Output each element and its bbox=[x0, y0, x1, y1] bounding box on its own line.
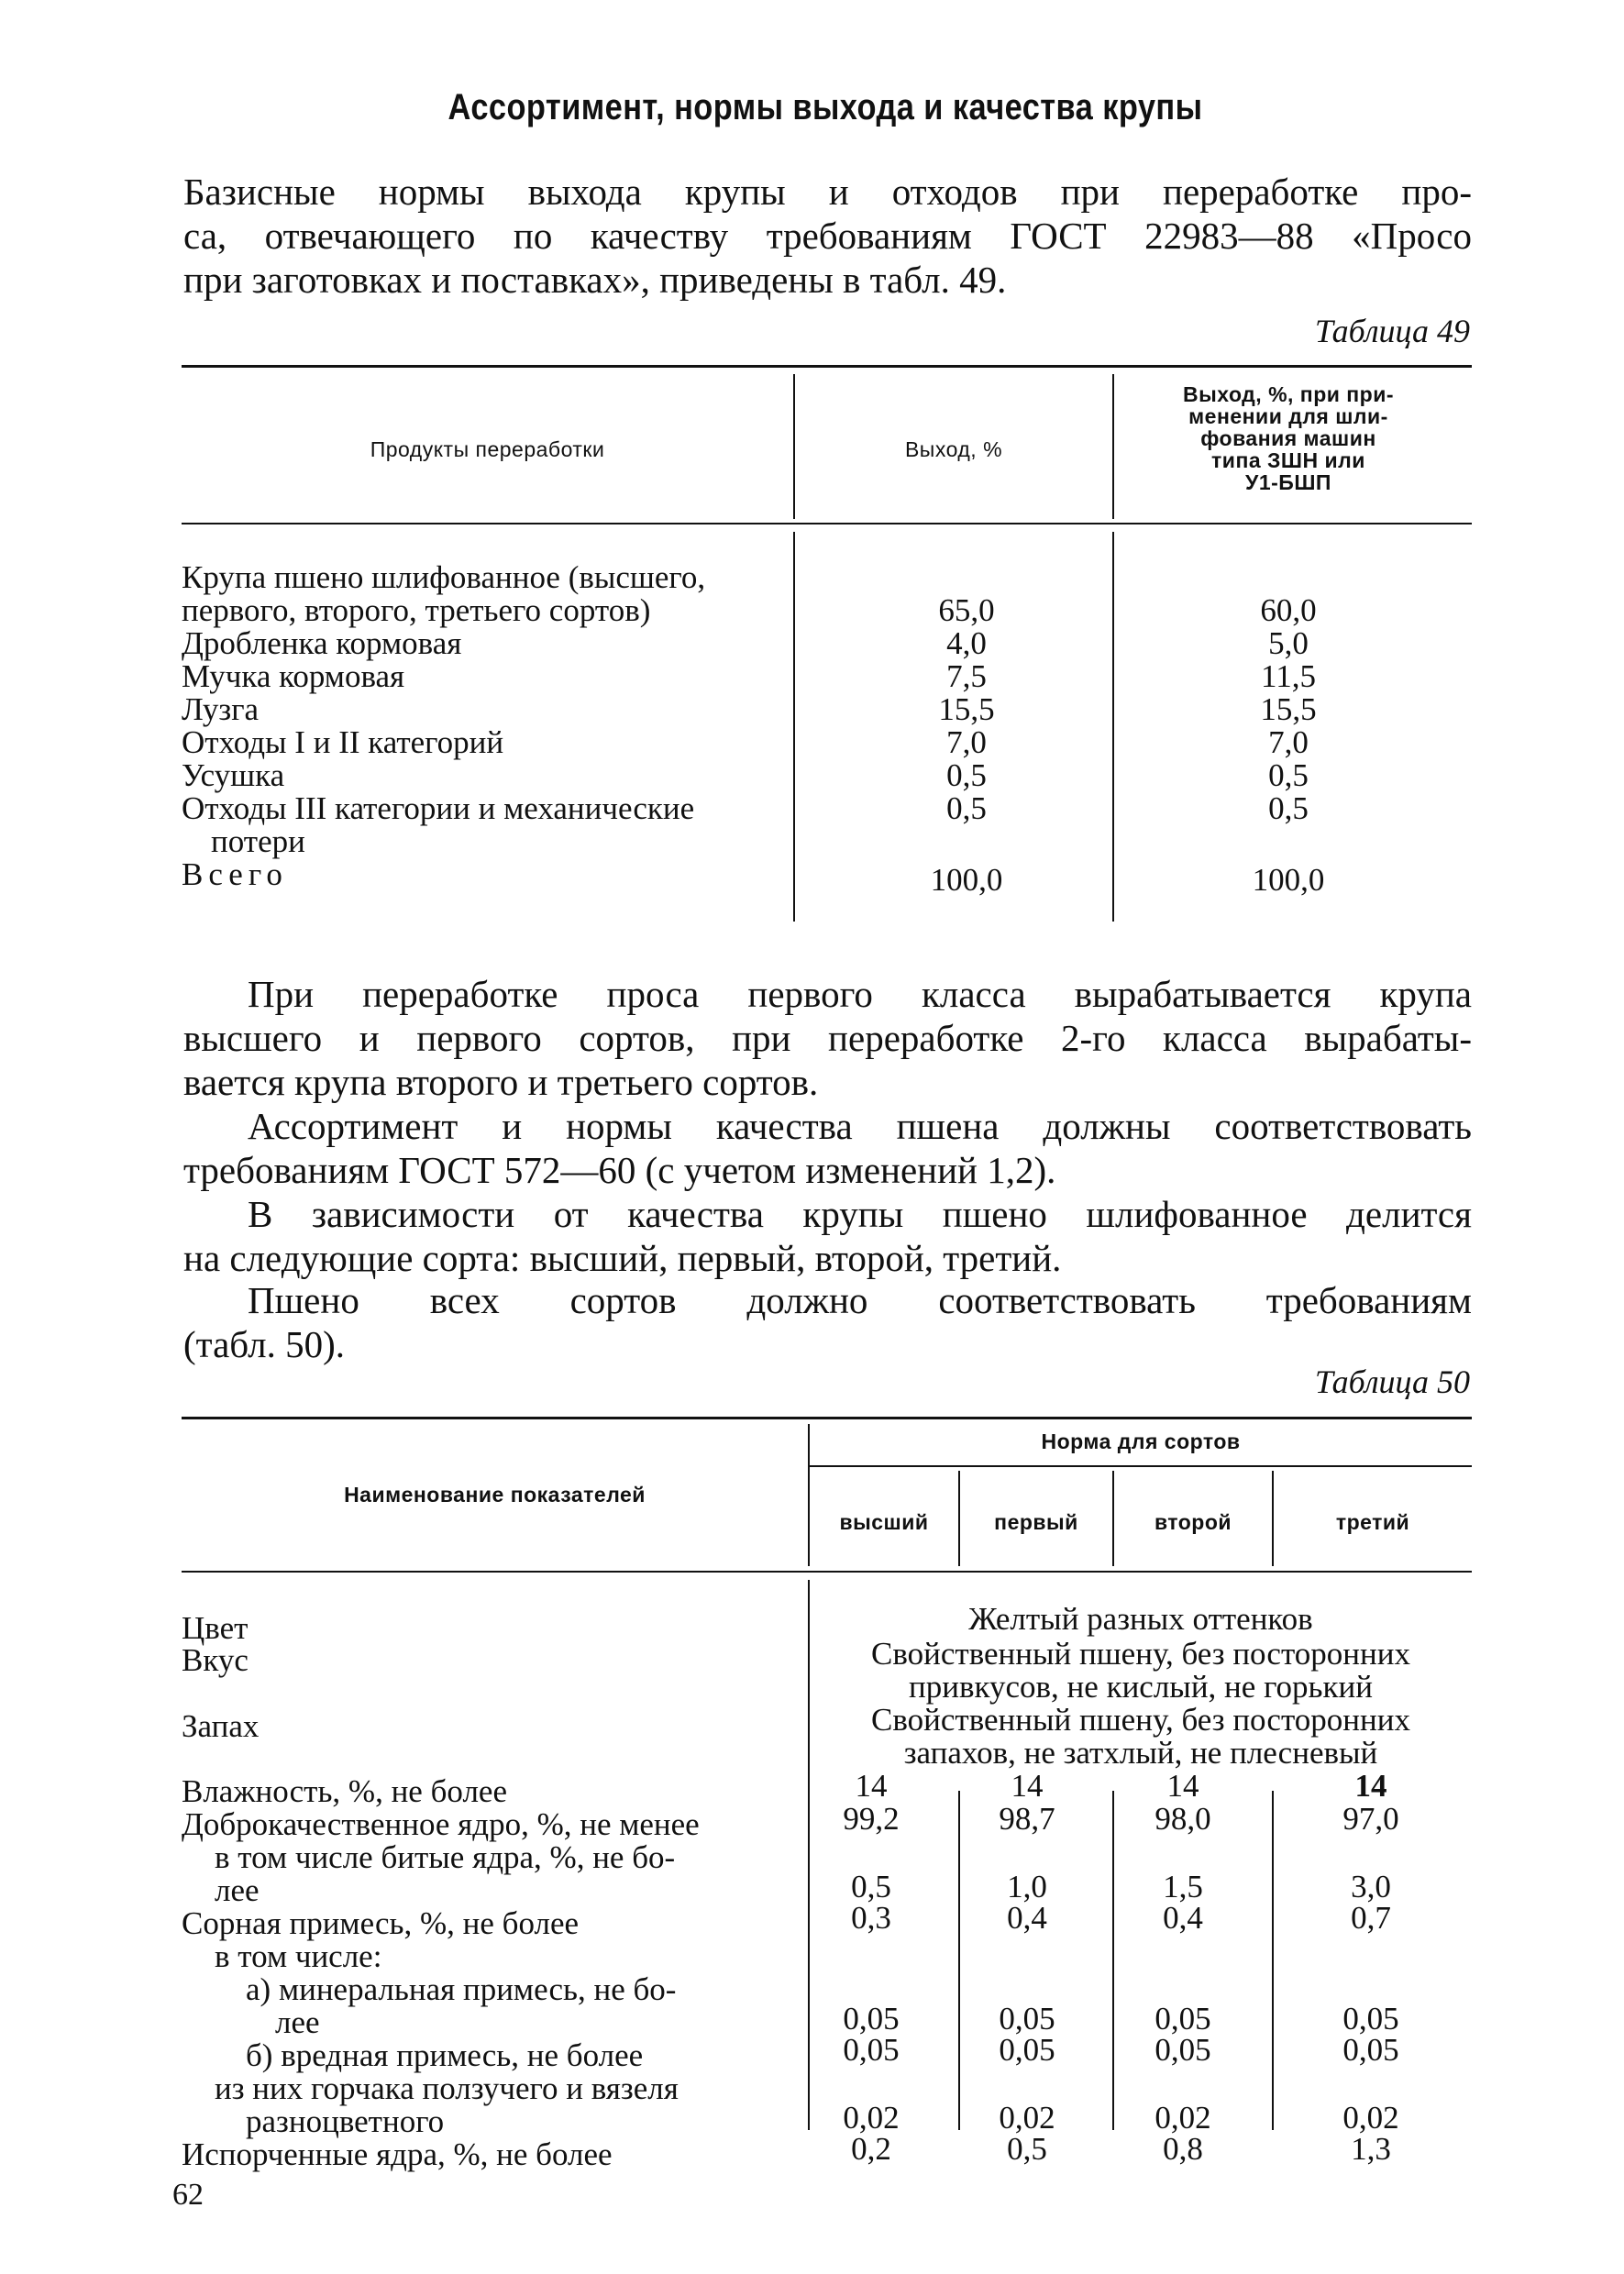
table50-header-rule bbox=[182, 1571, 1472, 1573]
table49-row-label: потери bbox=[211, 823, 305, 859]
table49-header-products: Продукты переработки bbox=[370, 437, 605, 461]
table50-row-label: а) минеральная примесь, не бо- bbox=[246, 1971, 677, 2007]
table50-row-label: Вкус bbox=[182, 1642, 249, 1678]
table49-row-label: Мучка кормовая bbox=[182, 658, 405, 694]
header-line: У1-БШП bbox=[1245, 470, 1331, 494]
text-line: (табл. 50). bbox=[183, 1323, 345, 1365]
table50-caption: Таблица 50 bbox=[1314, 1363, 1470, 1400]
table50-row-label: Сорная примесь, %, не более bbox=[182, 1905, 580, 1941]
table50-row-label: Цвет bbox=[182, 1610, 249, 1646]
table50-value: 0,02 bbox=[1154, 2100, 1211, 2136]
header-line: типа ЗШН или bbox=[1211, 448, 1365, 472]
paragraph bbox=[183, 1192, 1472, 1280]
table50-value: 0,2 bbox=[851, 2131, 891, 2167]
table49-yield-machine-value: 15,5 bbox=[1260, 691, 1317, 727]
table49-yield-machine-value: 5,0 bbox=[1268, 625, 1309, 661]
table50-col-divider bbox=[958, 1791, 960, 2130]
table50-value: 0,5 bbox=[851, 1869, 891, 1904]
table50-row-label: в том числе битые ядра, %, не бо- bbox=[215, 1839, 676, 1875]
text-line: вается крупа второго и третьего сортов. bbox=[183, 1061, 819, 1103]
intro-paragraph bbox=[183, 170, 1472, 302]
paragraph bbox=[183, 1104, 1472, 1192]
table50-value: 1,5 bbox=[1163, 1869, 1203, 1904]
table50-group-rule bbox=[810, 1465, 1472, 1467]
header-line: менении для шли- bbox=[1188, 404, 1388, 428]
table49-yield-machine-value: 0,5 bbox=[1268, 790, 1309, 826]
table50-header-grade: второй bbox=[1154, 1510, 1232, 1534]
table49-col-divider bbox=[1112, 532, 1114, 922]
table50-row-label: Доброкачественное ядро, %, не менее bbox=[182, 1806, 700, 1842]
table49-row-label: Лузга bbox=[182, 691, 260, 727]
table50-value: 0,02 bbox=[1342, 2100, 1399, 2136]
table49-caption: Таблица 49 bbox=[1314, 313, 1470, 349]
table50-value: 0,8 bbox=[1163, 2131, 1203, 2167]
table49-header-yield: Выход, % bbox=[904, 437, 1003, 461]
table49-row-label: Отходы I и II категорий bbox=[182, 724, 504, 760]
table50-value: 0,05 bbox=[999, 2032, 1055, 2068]
table49-yield-value: 15,5 bbox=[938, 691, 995, 727]
table50-header-grade: третий bbox=[1335, 1510, 1410, 1534]
table49-col-divider bbox=[793, 532, 795, 922]
table50-row-label: Испорченные ядра, %, не более bbox=[182, 2136, 613, 2172]
text-line: Ассортимент и нормы качества пшена должны соответствовать bbox=[248, 1105, 1472, 1147]
table50-row-value: Свойственный пшену, без посторонних bbox=[871, 1636, 1410, 1672]
table50-value: 0,05 bbox=[843, 2032, 900, 2068]
page-number: 62 bbox=[172, 2178, 204, 2212]
table49-yield-value: 7,0 bbox=[946, 724, 987, 760]
table50-value: 0,05 bbox=[999, 2001, 1055, 2037]
table50-row-value: привкусов, не кислый, не горький bbox=[909, 1669, 1373, 1705]
text-line: Пшено всех сортов должно соответствовать требованиям bbox=[248, 1279, 1472, 1321]
table50-row-label: в том числе: bbox=[215, 1938, 382, 1974]
table50-value: 0,02 bbox=[843, 2100, 900, 2136]
table50-value: 1,3 bbox=[1351, 2131, 1391, 2167]
table49-yield-machine-value: 0,5 bbox=[1268, 757, 1309, 793]
table50-value: 14 bbox=[1011, 1768, 1044, 1804]
table50-value: 0,05 bbox=[843, 2001, 900, 2037]
table50-header-grade: высший bbox=[839, 1510, 929, 1534]
table50-top-rule bbox=[182, 1417, 1472, 1419]
table50-row-value: Желтый разных оттенков bbox=[968, 1601, 1313, 1637]
table50-value: 0,05 bbox=[1342, 2001, 1399, 2037]
header-line: фования машин bbox=[1200, 426, 1376, 450]
text-line: на следующие сорта: высший, первый, второй, третий. bbox=[183, 1237, 1062, 1279]
table50-value: 98,0 bbox=[1154, 1801, 1211, 1837]
table50-row-label: б) вредная примесь, не более bbox=[246, 2037, 644, 2073]
table50-header-norm-group: Норма для сортов bbox=[1041, 1430, 1241, 1453]
table50-value: 3,0 bbox=[1351, 1869, 1391, 1904]
text-line: при заготовках и поставках», приведены в табл. 49. bbox=[183, 259, 1007, 301]
table50-value: 0,4 bbox=[1163, 1900, 1203, 1936]
table49-row-label: Усушка bbox=[182, 757, 285, 793]
table50-value: 14 bbox=[1354, 1768, 1387, 1804]
table50-value: 98,7 bbox=[999, 1801, 1055, 1837]
table49-yield-value: 4,0 bbox=[946, 625, 987, 661]
table50-col-divider bbox=[1112, 1791, 1114, 2130]
table50-value: 0,05 bbox=[1154, 2001, 1211, 2037]
table49-yield-value: 65,0 bbox=[938, 592, 995, 628]
text-line: са, отвечающего по качеству требованиям ГОСТ 22983—88 «Просо bbox=[183, 215, 1472, 257]
table50-row-value: запахов, не затхлый, не плесневый bbox=[903, 1735, 1378, 1771]
table50-row-label: Запах bbox=[182, 1708, 260, 1744]
table50-row-label: из них горчака ползучего и вязеля bbox=[215, 2070, 679, 2106]
table49-row-label: Дробленка кормовая bbox=[182, 625, 462, 661]
table50-header-indicator: Наименование показателей bbox=[344, 1483, 646, 1507]
table50-value: 0,4 bbox=[1007, 1900, 1047, 1936]
table50-header-grade: первый bbox=[994, 1510, 1078, 1534]
table50-row-label: Влажность, %, не более bbox=[182, 1773, 507, 1809]
table50-value: 97,0 bbox=[1342, 1801, 1399, 1837]
table50-value: 0,5 bbox=[1007, 2131, 1047, 2167]
table49-yield-value: 7,5 bbox=[946, 658, 987, 694]
table49-header-rule bbox=[182, 523, 1472, 524]
paragraph bbox=[183, 1278, 1472, 1366]
table50-row-label: лее bbox=[215, 1872, 260, 1908]
text-line: высшего и первого сортов, при переработке 2-го класса вырабаты- bbox=[183, 1017, 1472, 1059]
table49-yield-value: 100,0 bbox=[930, 862, 1003, 898]
table49-header-yield-machine bbox=[1114, 383, 1463, 493]
text-line: При переработке проса первого класса вырабатывается крупа bbox=[248, 973, 1472, 1015]
table49-yield-machine-value: 7,0 bbox=[1268, 724, 1309, 760]
table49-row-label: Крупа пшено шлифованное (высшего, bbox=[182, 559, 706, 595]
text-line: В зависимости от качества крупы пшено шлифованное делится bbox=[248, 1193, 1472, 1235]
table50-row-value: Свойственный пшену, без посторонних bbox=[871, 1702, 1410, 1738]
table50-col-divider bbox=[1272, 1791, 1274, 2130]
table49-yield-machine-value: 11,5 bbox=[1261, 658, 1316, 694]
table49-row-label: первого, второго, третьего сортов) bbox=[182, 592, 651, 628]
table50-value: 0,3 bbox=[851, 1900, 891, 1936]
table49-yield-value: 0,5 bbox=[946, 757, 987, 793]
table50-value: 14 bbox=[855, 1768, 888, 1804]
text-line: Базисные нормы выхода крупы и отходов при переработке про- bbox=[183, 171, 1472, 213]
table50-value: 0,05 bbox=[1342, 2032, 1399, 2068]
paragraph bbox=[183, 972, 1472, 1104]
table49-row-label-total: Всего bbox=[182, 856, 288, 892]
table50-value: 0,02 bbox=[999, 2100, 1055, 2136]
header-line: Выход, %, при при- bbox=[1182, 382, 1395, 406]
table50-value: 99,2 bbox=[843, 1801, 900, 1837]
table50-value: 0,7 bbox=[1351, 1900, 1391, 1936]
table50-row-label: разноцветного bbox=[246, 2103, 445, 2139]
table50-value: 1,0 bbox=[1007, 1869, 1047, 1904]
text-line: требованиям ГОСТ 572—60 (с учетом изменений 1,2). bbox=[183, 1149, 1056, 1191]
table49-yield-value: 0,5 bbox=[946, 790, 987, 826]
table50-value: 14 bbox=[1166, 1768, 1199, 1804]
table49-yield-machine-value: 60,0 bbox=[1260, 592, 1317, 628]
table50-row-label: лее bbox=[275, 2004, 320, 2040]
table49-top-rule bbox=[182, 365, 1472, 368]
section-title: Ассортимент, нормы выхода и качества крупы bbox=[447, 87, 1203, 127]
table49-yield-machine-value: 100,0 bbox=[1252, 862, 1325, 898]
table50-value: 0,05 bbox=[1154, 2032, 1211, 2068]
table49-row-label: Отходы III категории и механические bbox=[182, 790, 695, 826]
